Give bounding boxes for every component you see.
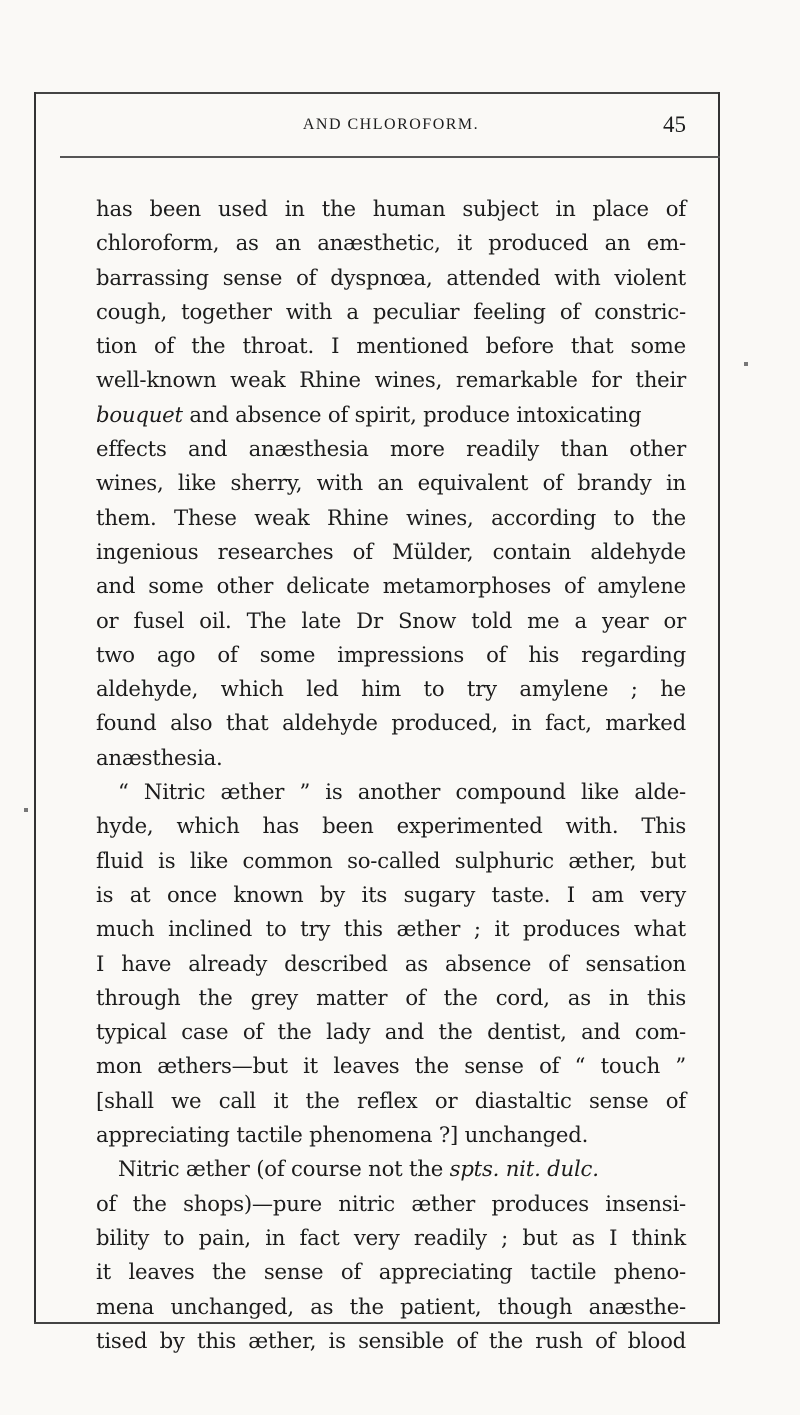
- italic-abbreviation: spts. nit. dulc.: [449, 1156, 599, 1182]
- page-frame-top: [34, 92, 720, 94]
- text-line: tised by this æther, is sensible of the rush of blood: [96, 1327, 686, 1353]
- text-line: typical case of the lady and the dentist, and com-: [96, 1019, 686, 1045]
- text-line: [shall we call it the reflex or diastaltic sense of: [96, 1087, 686, 1113]
- page-header: [96, 112, 686, 142]
- italic-word: bouquet: [96, 401, 183, 427]
- text-line: chloroform, as an anæsthetic, it produced an em-: [96, 230, 686, 256]
- page-frame-right: [718, 92, 720, 1324]
- text-line: “ Nitric æther ” is another compound like alde-: [118, 779, 686, 805]
- text-line: I have already described as absence of sensation: [96, 950, 686, 976]
- text-line: barrassing sense of dyspnœa, attended with violent: [96, 264, 686, 290]
- text-line: much inclined to try this æther ; it produces what: [96, 916, 686, 942]
- text-line: [96, 1152, 686, 1186]
- page-number: 45: [663, 112, 686, 137]
- text-line: anæsthesia.: [96, 744, 223, 770]
- text-line: effects and anæsthesia more readily than other: [96, 436, 686, 462]
- text-line: through the grey matter of the cord, as in this: [96, 984, 686, 1010]
- text-line: or fusel oil. The late Dr Snow told me a year or: [96, 607, 686, 633]
- text-line: two ago of some impressions of his regarding: [96, 641, 686, 667]
- text-line: of the shops)—pure nitric æther produces insensi-: [96, 1190, 686, 1216]
- text-line: fluid is like common so-called sulphuric æther, but: [96, 847, 686, 873]
- text-line: has been used in the human subject in place of: [96, 196, 686, 221]
- text-line: aldehyde, which led him to try amylene ; he: [96, 676, 686, 702]
- text-line: mena unchanged, as the patient, though anæsthe-: [96, 1293, 686, 1319]
- page-frame-left: [34, 92, 36, 1324]
- running-title: AND CHLOROFORM.: [302, 116, 480, 133]
- text-line: tion of the throat. I mentioned before that some: [96, 333, 686, 359]
- text-span: Nitric æther (of course not the: [118, 1156, 450, 1182]
- text-span: and absence of spirit, produce intoxicating: [182, 401, 642, 427]
- text-line: [96, 398, 686, 432]
- text-line: it leaves the sense of appreciating tactile pheno-: [96, 1259, 686, 1285]
- margin-speck: [744, 362, 748, 366]
- text-line: cough, together with a peculiar feeling of constric-: [96, 298, 686, 324]
- text-line: found also that aldehyde produced, in fact, marked: [96, 710, 686, 736]
- header-rule: [60, 156, 720, 158]
- text-line: hyde, which has been experimented with. This: [96, 813, 686, 839]
- text-line: wines, like sherry, with an equivalent of brandy in: [96, 470, 686, 496]
- body-text: [96, 192, 686, 1358]
- text-line: them. These weak Rhine wines, according to the: [96, 504, 686, 530]
- text-line: is at once known by its sugary taste. I am very: [96, 881, 686, 907]
- text-line: mon æthers—but it leaves the sense of “ touch ”: [96, 1053, 686, 1079]
- margin-speck: [24, 808, 28, 812]
- text-line: ingenious researches of Mülder, contain aldehyde: [96, 538, 686, 564]
- text-line: and some other delicate metamorphoses of amylene: [96, 573, 686, 599]
- text-line: well-known weak Rhine wines, remarkable for their: [96, 367, 686, 393]
- text-line: appreciating tactile phenomena ?] unchanged.: [96, 1122, 589, 1148]
- text-line: bility to pain, in fact very readily ; but as I think: [96, 1224, 686, 1250]
